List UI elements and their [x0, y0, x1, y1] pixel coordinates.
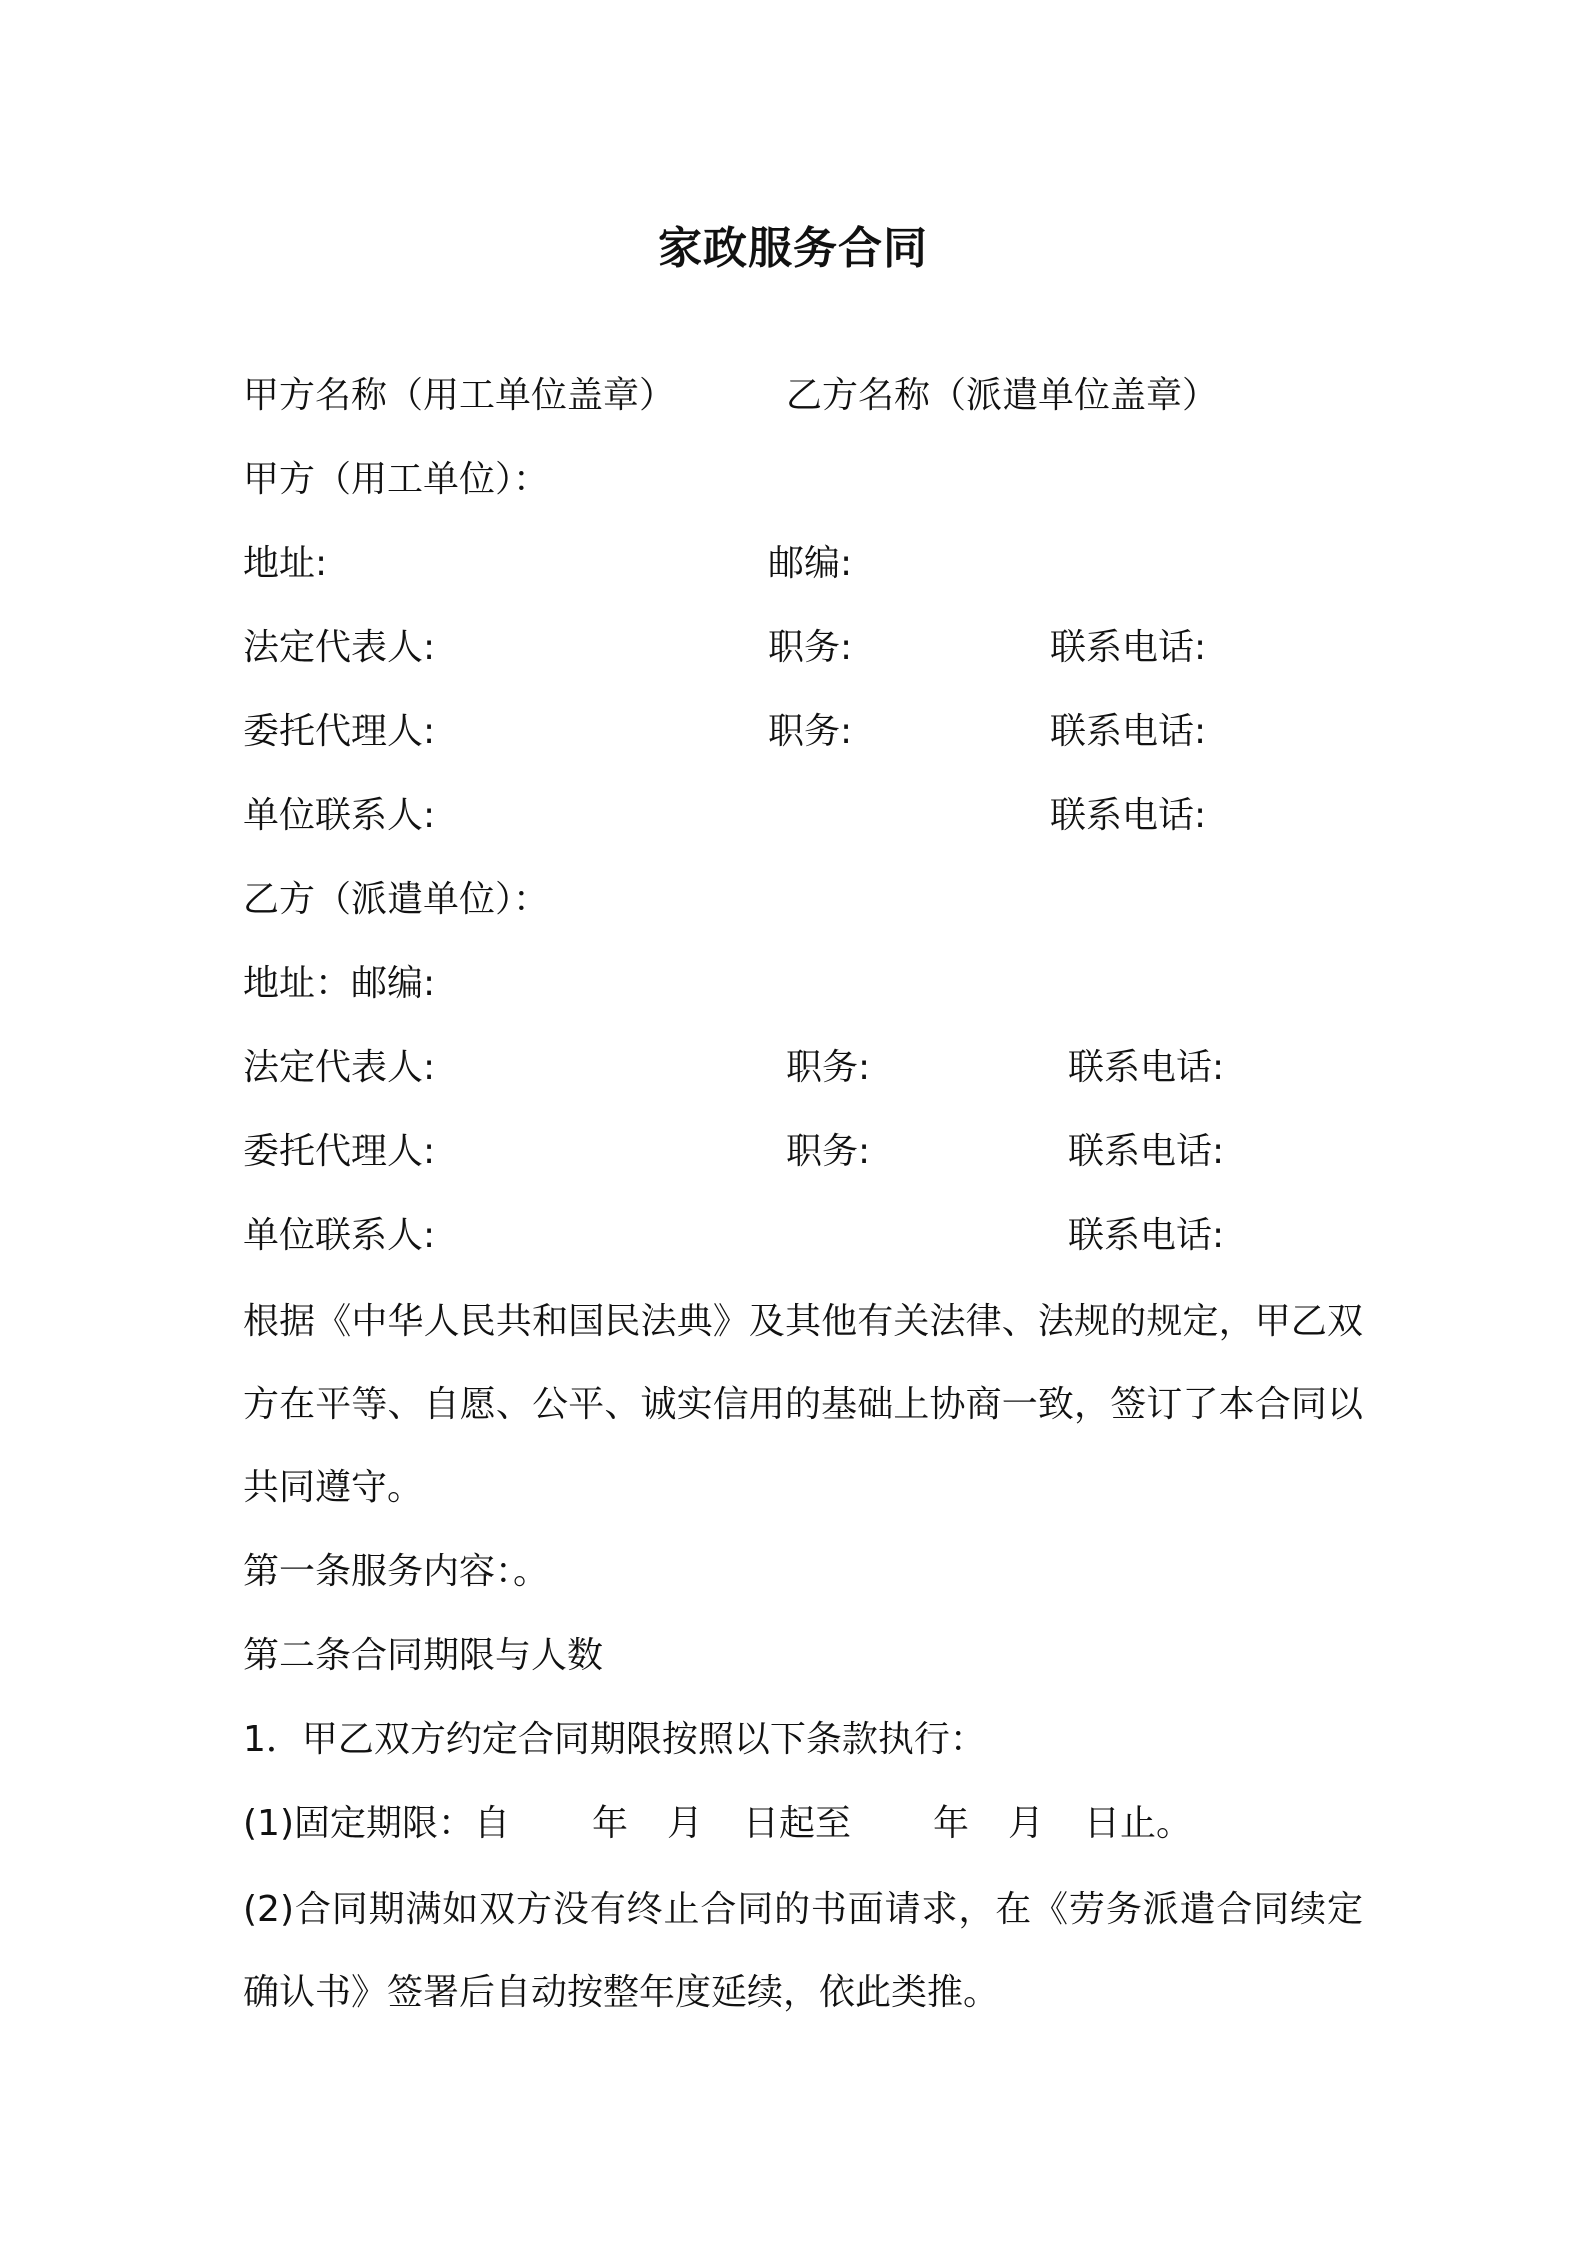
- clause-1-1-month-2: 月: [1008, 1803, 1045, 1844]
- article-1-text: 第一条服务内容：。: [243, 1551, 550, 1592]
- party-b-address-postcode-label: 地址：邮编:: [243, 963, 436, 1004]
- clause-1-1-year-1: 年: [592, 1803, 629, 1844]
- party-a-contact-label: 单位联系人:: [243, 795, 436, 836]
- party-b-legal-rep-label: 法定代表人:: [243, 1047, 436, 1088]
- party-b-agent-phone-label: 联系电话:: [1068, 1131, 1225, 1172]
- clause-1-1-year-2: 年: [933, 1803, 970, 1844]
- preamble-paragraph: 根据《中华人民共和国民法典》及其他有关法律、法规的规定，甲乙双方在平等、自愿、公平、诚实信用的基础上协商一致，签订了本合同以共同遵守。: [243, 1301, 1363, 1508]
- party-b-agent-label: 委托代理人:: [243, 1131, 436, 1172]
- party-b-agent-title-label: 职务:: [786, 1131, 871, 1172]
- party-a-heading-text: 甲方（用工单位）：: [243, 459, 550, 500]
- party-b-name-label: 乙方名称（派遣单位盖章）: [786, 375, 1219, 416]
- clause-1-1-day-1: 日起至: [743, 1803, 852, 1844]
- party-a-address-label: 地址:: [243, 543, 328, 584]
- party-a-legal-rep-title-label: 职务:: [768, 627, 853, 668]
- clause-1-2-paragraph: (2)合同期满如双方没有终止合同的书面请求，在《劳务派遣合同续定确认书》签署后自动按整年度延续，依此类推。: [243, 1889, 1363, 2013]
- party-b-contact-label: 单位联系人:: [243, 1215, 436, 1256]
- party-b-legal-rep-title-label: 职务:: [786, 1047, 871, 1088]
- clause-1-1-day-2: 日止。: [1084, 1803, 1193, 1844]
- party-a-legal-rep-label: 法定代表人:: [243, 627, 436, 668]
- party-a-name-label: 甲方名称（用工单位盖章）: [243, 375, 676, 416]
- party-b-heading-text: 乙方（派遣单位）：: [243, 879, 550, 920]
- clause-1-text: 1．甲乙双方约定合同期限按照以下条款执行：: [243, 1719, 986, 1760]
- party-a-postcode-label: 邮编:: [768, 543, 853, 584]
- clause-1-1-month-1: 月: [667, 1803, 704, 1844]
- party-a-agent-label: 委托代理人:: [243, 711, 436, 752]
- clause-1-1-label: (1)固定期限：自: [243, 1803, 510, 1844]
- party-a-legal-rep-phone-label: 联系电话:: [1050, 627, 1207, 668]
- document-title: 家政服务合同: [658, 223, 928, 274]
- party-a-contact-phone-label: 联系电话:: [1050, 795, 1207, 836]
- party-a-agent-phone-label: 联系电话:: [1050, 711, 1207, 752]
- party-b-legal-rep-phone-label: 联系电话:: [1068, 1047, 1225, 1088]
- party-b-contact-phone-label: 联系电话:: [1068, 1215, 1225, 1256]
- article-2-text: 第二条合同期限与人数: [243, 1635, 604, 1676]
- party-a-agent-title-label: 职务:: [768, 711, 853, 752]
